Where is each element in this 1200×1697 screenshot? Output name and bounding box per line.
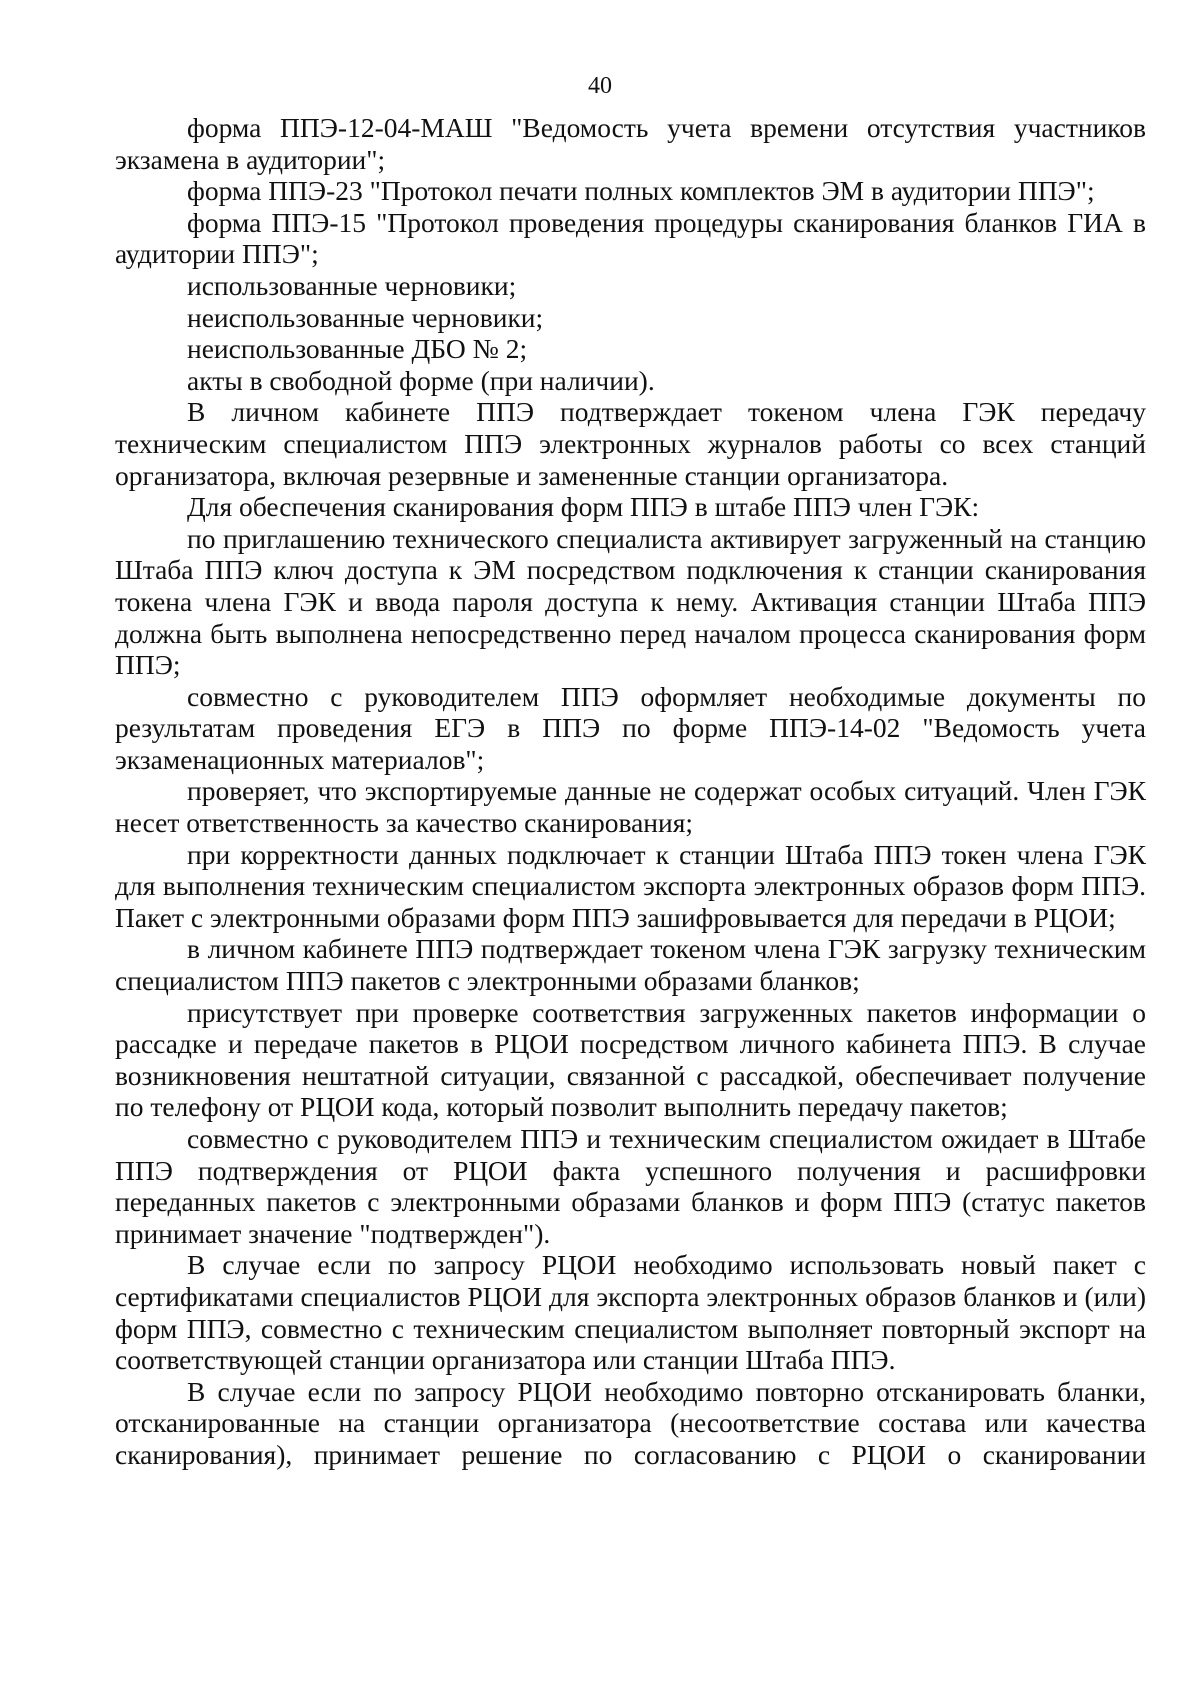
document-body bbox=[115, 112, 1146, 1471]
page-number: 40 bbox=[588, 73, 612, 99]
paragraph: проверяет, что экспортируемые данные не содержат особых ситуаций. Член ГЭК несет ответственность за качество сканирования; bbox=[115, 775, 1146, 839]
paragraph: неиспользованные ДБО № 2; bbox=[187, 333, 528, 365]
paragraph: форма ППЭ-12-04-МАШ "Ведомость учета времени отсутствия участников экзамена в аудитории"; bbox=[115, 112, 1146, 175]
paragraph: неиспользованные черновики; bbox=[187, 301, 544, 333]
paragraph: В случае если по запросу РЦОИ необходимо повторно отсканировать бланки, отсканированные на станции организатора (несоответствие состава или качества сканирования), принимает решение по согласованию с РЦОИ о сканировании bbox=[115, 1375, 1146, 1470]
paragraph: в личном кабинете ППЭ подтверждает токеном члена ГЭК загрузку техническим специалистом ППЭ пакетов с электронными образами бланков; bbox=[115, 933, 1146, 997]
paragraph: форма ППЭ-15 "Протокол проведения процедуры сканирования бланков ГИА в аудитории ППЭ"; bbox=[115, 206, 1146, 270]
paragraph: форма ППЭ-23 "Протокол печати полных комплектов ЭМ в аудитории ППЭ"; bbox=[187, 175, 1095, 207]
paragraph: присутствует при проверке соответствия загруженных пакетов информации о рассадке и передаче пакетов в РЦОИ посредством личного кабинета ППЭ. В случае возникновения нештатной ситуации, связанной с рассадкой, обеспечивает получение по телефону от РЦОИ кода, который позволит выполнить передачу пакетов; bbox=[115, 996, 1146, 1123]
paragraph: по приглашению технического специалиста активирует загруженный на станцию Штаба ППЭ ключ доступа к ЭМ посредством подключения к станции сканирования токена члена ГЭК и ввода пароля доступа к нему. Активация станции Штаба ППЭ должна быть выполнена непосредственно перед началом процесса сканирования форм ППЭ; bbox=[115, 522, 1146, 681]
paragraph: акты в свободной форме (при наличии). bbox=[187, 364, 655, 396]
paragraph: В случае если по запросу РЦОИ необходимо использовать новый пакет с сертификатами специалистов РЦОИ для экспорта электронных образов бланков и (или) форм ППЭ, совместно с техническим специалистом выполняет повторный экспорт на соответствующей станции организатора или станции Штаба ППЭ. bbox=[115, 1249, 1146, 1376]
paragraph: Для обеспечения сканирования форм ППЭ в штабе ППЭ член ГЭК: bbox=[187, 491, 980, 523]
paragraph: совместно с руководителем ППЭ оформляет необходимые документы по результатам проведения ЕГЭ в ППЭ по форме ППЭ-14-02 "Ведомость учета экзаменационных материалов"; bbox=[115, 680, 1146, 775]
paragraph: В личном кабинете ППЭ подтверждает токеном члена ГЭК передачу техническим специалистом ППЭ электронных журналов работы со всех станций организатора, включая резервные и замененные станции организатора. bbox=[115, 396, 1146, 491]
paragraph: при корректности данных подключает к станции Штаба ППЭ токен члена ГЭК для выполнения техническим специалистом экспорта электронных образов форм ППЭ. Пакет с электронными образами форм ППЭ зашифровывается для передачи в РЦОИ; bbox=[115, 838, 1146, 933]
paragraph: использованные черновики; bbox=[187, 269, 517, 301]
paragraph: совместно с руководителем ППЭ и техническим специалистом ожидает в Штабе ППЭ подтверждения от РЦОИ факта успешного получения и расшифровки переданных пакетов с электронными образами бланков и форм ППЭ (статус пакетов принимает значение "подтвержден"). bbox=[115, 1123, 1146, 1249]
